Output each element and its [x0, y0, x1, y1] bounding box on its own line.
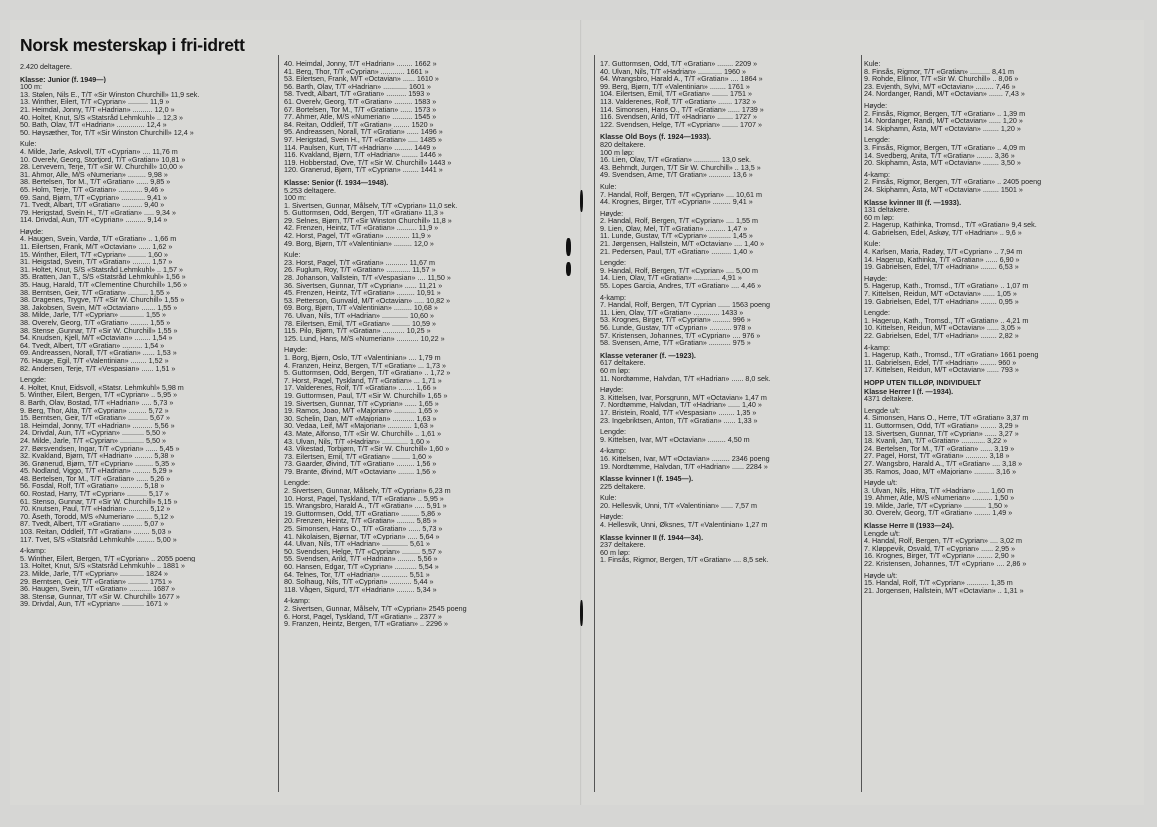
result-line: 20. Frenzen, Heintz, T/T «Gratian» ......... 5,85 » — [284, 517, 437, 526]
spacer — [864, 517, 1124, 521]
result-line: 41. Nikolaisen, Bjørnar, T/T «Cyprian» ..... 5,64 » — [284, 532, 440, 541]
result-line: 116. Svendsen, Arild, T/T «Hadrian» ........ 1727 » — [600, 113, 758, 121]
result-line: 4371 deltakere. — [864, 395, 914, 403]
result-line: 13. Stølen, Nils E., T/T «Sir Winston Churchill» 11,9 sek. — [20, 90, 200, 99]
result-line: 116. Kvakland, Bjørn, T/T «Hadrian» ........ 1446 » — [284, 151, 442, 159]
section-heading: Klasse kvinner III (f. —1933). — [864, 198, 962, 207]
result-line: 31. Heigstad, Svein, T/T «Gratian» ......... 1,57 » — [20, 258, 173, 266]
result-line: 43. Ulvan, Nils, T/T «Hadrian» ............. 1,60 » — [284, 437, 430, 446]
spacer — [864, 194, 1124, 198]
result-line: 60 m løp: — [864, 213, 894, 222]
result-line: 4-kamp: — [600, 293, 626, 302]
result-line: Kule: — [864, 240, 881, 249]
result-line: 77. Ahmer, Atle, M/S «Numerian» .......... 1545 » — [284, 113, 437, 121]
result-line: 64. Telnes, Tor, T/T «Hadrian» ............. 5,51 » — [284, 570, 430, 579]
results-column-4 — [864, 60, 1124, 594]
result-line: 40. Holtet, Knut, S/S «Statsråd Lehmkuhl» .. 12,3 » — [20, 113, 184, 122]
result-line: Høyde: — [600, 209, 624, 218]
result-line: 57. Kristensen, Johannes, T/T «Cyprian» .... 976 » — [600, 331, 761, 340]
result-line: Høyde: — [284, 346, 308, 354]
result-line: 3. Finsås, Rigmor, Bergen, T/T «Gratian» .. 4,09 m — [864, 143, 1026, 152]
section-heading: Klasse Old Boys (f. 1924—1933). — [600, 133, 712, 141]
result-line: 4. Franzen, Heinz, Bergen, T/T «Gratian» ... 1,73 » — [284, 361, 446, 370]
result-line: 44. Krognes, Birger, T/T «Cyprian» ......... 9,41 » — [600, 198, 753, 206]
result-line: Kule: — [600, 182, 617, 191]
result-line: 13. Winther, Eilert, T/T «Cyprian» .......... 11,9 » — [20, 98, 170, 106]
result-line: 21. Heimdal, Jonny, T/T «Hadrian» .......... 12,0 » — [20, 105, 175, 114]
spacer — [864, 374, 1124, 378]
result-line: Lengde: — [600, 259, 626, 267]
result-line: 4-kamp: — [20, 547, 46, 555]
result-line: 48. Bertelsen, Tor M., T/T «Gratian» ...... 5,26 » — [20, 474, 171, 483]
result-line: 53. Krognes, Birger, T/T «Cyprian» ......... 996 » — [600, 316, 751, 324]
result-line: 113. Valderenes, Rolf, T/T «Gratian» ....... 1732 » — [600, 97, 757, 106]
result-line: 53. Petterson, Gunvald, M/T «Octavian» ..... 10,82 » — [284, 296, 451, 305]
result-line: 7. Nordtømme, Halvdan, T/T «Hadrian» ...... 1,40 » — [600, 401, 762, 409]
result-line: 67. Bortelsen, Tor M., T/T «Gratian» ...... 1573 » — [284, 105, 437, 114]
result-line: 71. Tvedt, Albart, T/T «Gratian» .......... 9,40 » — [20, 201, 165, 209]
result-line: 27. Pagel, Horst, T/T «Gratian» ........... 3,18 » — [864, 452, 1010, 460]
result-line: 14. Skiphamn, Åsta, M/T «Octavian» ........ 1,20 » — [864, 124, 1021, 133]
result-line: Kule: — [284, 251, 301, 259]
column-divider — [861, 55, 862, 792]
result-line: Høyde: — [864, 101, 888, 110]
result-line: 2. Handal, Rolf, Bergen, T/T «Cyprian» .... 1,55 m — [600, 217, 758, 225]
result-line: 60 m løp: — [600, 366, 630, 375]
result-line: 70. Knutsen, Paul, T/T «Hadrian» .......... 5,12 » — [20, 505, 171, 513]
result-line: 13. Holtet, Knut, S/S «Statsråd Lehmkuhl» .. 1881 » — [20, 562, 186, 570]
result-line: 50. Bath, Olav, T/T «Hadrian» .............. 12,4 » — [20, 121, 167, 129]
result-line: Høyde: — [864, 274, 888, 283]
result-line: 38. Stensø, Gunnar, T/T «Sir W. Churchill» 1677 » — [20, 592, 180, 601]
column-divider — [594, 55, 595, 792]
result-line: 26. Fuglum, Roy, T/T «Gratian» ............ 11,57 » — [284, 266, 436, 275]
result-line: 79. Herigstad, Svein H., T/T «Gratian» ..... 9,34 » — [20, 208, 176, 217]
result-line: 4. Simonsen, Hans O., Herre, T/T «Gratian» 3,37 m — [864, 414, 1029, 422]
result-line: 4. Holtet, Knut, Eidsvoll, «Statsr. Lehmkuhl» 5,98 m — [20, 383, 184, 392]
section-heading: Klasse: Junior (f. 1949—) — [20, 75, 106, 84]
result-line: 35. Ramos, Joao, M/T «Majorian» .......... 3,16 » — [864, 467, 1017, 476]
result-line: 5. Winther, Eilert, Bergen, T/T «Cyprian» .. 5,95 » — [20, 391, 178, 399]
result-line: 114. Paulsen, Kurt, T/T «Hadrian» ......... 1449 » — [284, 143, 437, 152]
result-line: 73. Gaarder, Øivind, T/T «Gratian» ......... 1,56 » — [284, 460, 437, 468]
result-line: 14. Nordanger, Randi, M/T «Octavian» ...... 1,20 » — [864, 117, 1023, 125]
result-line: Lengde: — [284, 479, 310, 488]
result-line: 100 m løp: — [600, 148, 634, 157]
result-line: 23. Ingebriktsen, Anton, T/T «Gratian» ...... 1,33 » — [600, 416, 758, 425]
result-line: 225 deltakere. — [600, 482, 646, 491]
result-line: 7. Handal, Rolf, Bergen, T/T Cyprian ...... 1563 poeng — [600, 301, 770, 309]
binding-mark — [580, 600, 583, 626]
result-line: 5. Guttormsen, Odd, Bergen, T/T «Gratian» .. 1,72 » — [284, 369, 451, 377]
result-line: 56. Barth, Olav, T/T «Hadrian» ............ 1601 » — [284, 82, 432, 91]
result-line: 2. Finsås, Rigmor, Bergen, T/T «Gratian» .. 1,39 m — [864, 109, 1026, 118]
result-line: 99. Berg, Bjørn, T/T «Valentinian» ........ 1761 » — [600, 82, 750, 91]
result-line: 1. Hagerup, Kath., Tromsd., T/T «Gratian» .. 4,21 m — [864, 316, 1029, 325]
result-line: 38. Overelv, Georg, T/T «Gratian» ......... 1,55 » — [20, 319, 171, 327]
result-line: Høyde u/t: — [864, 479, 898, 487]
result-line: 2. Finsås, Rigmor, Bergen, T/T «Gratian» .. 2405 poeng — [864, 178, 1042, 186]
result-line: 28. Johanson, Vallstein, T/T «Vespasian» .... 11,50 » — [284, 274, 451, 282]
result-line: 2.420 deltagere. — [20, 63, 72, 71]
result-line: 49. Svendsen, Arne, T/T Gratian» ........... 13,6 » — [600, 171, 753, 179]
result-line: 11. Nordtømme, Halvdan, T/T «Hadrian» ...... 8,0 sek. — [600, 374, 771, 383]
result-line: 19. Milde, Jarle, T/T «Cyprian» ........... 1,50 » — [864, 501, 1008, 510]
result-line: 5.253 deltagere. — [284, 186, 336, 195]
result-line: 17. Kittelsen, Reidun, M/T «Octavian» ...... 793 » — [864, 366, 1019, 374]
result-line: 17. Valderenes, Rolf, T/T «Gratian» ........ 1,66 » — [284, 384, 437, 392]
result-line: 4. Milde, Jarle, Askvoll, T/T «Cyprian» .... 11,76 m — [20, 147, 178, 156]
result-line: 4-kamp: — [284, 597, 310, 605]
result-line: 79. Brante, Øivind, M/T «Octavian» ........ 1,56 » — [284, 467, 437, 476]
section-heading: Klasse veteraner (f. —1923). — [600, 351, 696, 360]
result-line: 115. Pilo, Bjørn, T/T «Gratian» ........... 10,25 » — [284, 327, 431, 335]
result-line: 43. Mate, Alfonso, T/T «Sir W. Churchill» .. 1,61 » — [284, 429, 442, 438]
result-line: 118. Vågen, Sigurd, T/T «Hadrian» ......... 5,34 » — [284, 585, 437, 594]
results-column-1 — [20, 35, 260, 608]
column-divider — [278, 55, 279, 792]
result-line: 58. Tvedt, Albart, T/T «Gratian» .......... 1593 » — [284, 90, 431, 98]
result-line: 25. Simonsen, Hans O., T/T «Gratian» ...... 5,73 » — [284, 525, 443, 533]
section-heading: Klasse kvinner I (f. 1945—). — [600, 475, 694, 483]
result-line: 84. Reitan, Oddleif, T/T «Gratian» ........ 1520 » — [284, 120, 434, 129]
result-line: 76. Hauge, Egil, T/T «Valentinian» ........ 1,52 » — [20, 356, 169, 365]
result-line: 22. Gabrielsen, Edel, T/T «Hadrian» ........ 2,82 » — [864, 332, 1019, 340]
result-line: 7. Kløppevik, Osvald, T/T «Cyprian» ...... 2,95 » — [864, 544, 1016, 553]
result-line: 82. Andersen, Terje, T/T «Vespasian» ...... 1,51 » — [20, 364, 176, 373]
result-line: 39. Drivdal, Aun, T/T «Cyprian» ........... 1671 » — [20, 600, 168, 608]
result-line: 61. Stenso, Gunnar, T/T «Sir W. Churchill» 5,15 » — [20, 497, 178, 506]
result-line: 44. Ulvan, Nils, T/T «Hadrian» ............. 5,61 » — [284, 540, 430, 548]
result-line: 36. Sivertsen, Gunnar, T/T «Cyprian» ...... 11,21 » — [284, 281, 443, 290]
section-heading: Klasse kvinner II (f. 1944—34). — [600, 533, 704, 542]
section-heading: HOPP UTEN TILLØP, INDIVIDUELT — [864, 378, 982, 387]
result-line: 11. Guttormsen, Odd, T/T «Gratian» ........ 3,29 » — [864, 421, 1019, 430]
result-line: 41. Berg, Thor, T/T «Cyprian» ............ 1661 » — [284, 67, 429, 76]
result-line: 103. Reitan, Oddleif, T/T «Gratian» ........ 5,03 » — [20, 528, 172, 536]
result-line: 15. Berntsen, Geir, T/T «Gratian» .......... 5,67 » — [20, 414, 170, 422]
result-line: 9. Rohde, Ellinor, T/T «Sir W. Churchill» .. 8,06 » — [864, 75, 1019, 83]
result-line: 2. Sivertsen, Gunnar, Målselv, T/T «Cyprian» 2545 poeng — [284, 604, 467, 613]
result-line: 45. Nodland, Viggo, T/T «Hadrian» ......... 5,29 » — [20, 467, 173, 475]
result-line: 30. Overelv, Georg, T/T «Gratian» ........ 1,49 » — [864, 509, 1013, 518]
result-line: 4. Hellesvik, Unni, Øksnes, T/T «Valentinian» 1,27 m — [600, 521, 768, 529]
result-line: 19. Sivertsen, Gunnar, T/T «Cyprian» ...... 1,65 » — [284, 399, 439, 408]
result-line: Høyde: — [600, 513, 624, 522]
result-line: 31. Holtet, Knut, S/S «Statsråd Lehmkuhl» .. 1,57 » — [20, 265, 184, 274]
result-line: 4. Haugen, Svein, Vardø, T/T «Gratian» .. 1,66 m — [20, 235, 177, 244]
result-line: 15. Wrangsbro, Harald A., T/T «Gratian» ..... 5,91 » — [284, 502, 447, 510]
spacer — [20, 71, 260, 75]
result-line: 35. Haug, Harald, T/T «Clementine Churchill» 1,56 » — [20, 281, 188, 289]
result-line: 11. Lien, Olav, T/T «Gratian» ............. 1433 » — [600, 308, 744, 317]
result-line: 5. Hagerup, Kath., Tromsd., T/T «Gratian» .. 1,07 m — [864, 282, 1029, 291]
result-line: 3. Kittelsen, Ivar, Porsgrunn, M/T «Octavian» 1,47 m — [600, 393, 767, 402]
result-line: 69. Andreassen, Norall, T/T «Gratian» ...... 1,53 » — [20, 349, 177, 357]
result-line: 21. Pedersen, Paul, T/T «Gratian» .......... 1,40 » — [600, 247, 754, 256]
result-line: 95. Andreassen, Norall, T/T «Gratian» ...... 1496 » — [284, 128, 443, 136]
result-line: 24. Bertelsen, Tor M., T/T «Gratian» ...... 3,19 » — [864, 444, 1015, 453]
result-line: 38. Berntsen, Geir, T/T «Gratian» .......... 1,55 » — [20, 288, 170, 297]
result-line: 50. Høysæther, Tor, T/T «Sir Winston Churchill» 12,4 » — [20, 128, 194, 137]
result-line: 56. Fosdal, Rolf, T/T «Gratian» ........... 5,18 » — [20, 482, 165, 491]
result-line: 20. Skiphamn, Åsta, M/T «Octavian» ........ 3,50 » — [864, 159, 1021, 167]
result-line: 29. Selnes, Bjørn, T/T «Sir Winston Churchill» 11,8 » — [284, 216, 452, 225]
result-line: 19. Guttormsen, Odd, T/T «Gratian» ......... 5,86 » — [284, 509, 442, 518]
result-line: 19. Nordtømme, Halvdan, T/T «Hadrian» ...... 2284 » — [600, 462, 768, 471]
result-line: 117. Tvet, S/S «Statsråd Lehmkuhl» ......... 5,00 » — [20, 535, 177, 544]
result-line: 114. Drivdal, Aun, T/T «Cyprian» .......... 9,14 » — [20, 216, 168, 224]
result-line: 1. Hagerup, Kath., Tromsd., T/T «Gratian» 1661 poeng — [864, 351, 1039, 359]
result-line: 4-kamp: — [864, 170, 890, 179]
result-line: Høyde: — [20, 227, 44, 236]
section-heading: Klasse Herrer I (f. —1934). — [864, 387, 954, 396]
result-line: 23. Milde, Jarle, T/T «Cyprian» ............ 1824 » — [20, 570, 168, 578]
result-line: 9. Franzen, Heintz, Bergen, T/T «Gratian» .. 2296 » — [284, 620, 448, 628]
result-line: Kule: — [20, 140, 37, 148]
result-line: 125. Lund, Hans, M/S «Numerian» ........... 10,22 » — [284, 334, 445, 343]
result-line: 30. Schelin, Dan, M/T «Majorian» ........... 1,63 » — [284, 414, 437, 423]
result-line: 7. Kittelsen, Reidun, M/T «Octavian» ...... 1,05 » — [864, 290, 1017, 298]
result-line: 49. Borg, Bjørn, T/T «Valentinian» ......... 12,0 » — [284, 239, 434, 248]
result-line: 7. Horst, Pagel, Tyskland, T/T «Gratian» ... 1,71 » — [284, 376, 442, 385]
result-line: 32. Kvakland, Bjørn, T/T «Hadrian» ......... 5,38 » — [20, 452, 175, 460]
spacer — [284, 174, 549, 178]
result-line: 122. Svendsen, Helge, T/T «Cyprian» ........ 1707 » — [600, 120, 762, 129]
result-line: 31. Ahmor, Alle, M/S «Numerian» ......... 9,98 » — [20, 170, 168, 179]
result-line: 55. Svendsen, Arild, T/T «Hadrian» ......... 5,56 » — [284, 555, 438, 563]
result-line: 45. Frenzen, Heintz, T/T «Gratian» ......... 10,91 » — [284, 289, 441, 297]
result-line: 4. Gabrielsen, Edel, Askøy, T/T «Hadrian» .. 9,6 » — [864, 228, 1022, 237]
result-line: 42. Horst, Pagel, T/T «Gratian» ............ 11,9 » — [284, 232, 432, 240]
result-line: 53. Eilertsen, Frank, M/T «Octavian» ...... 1610 » — [284, 75, 439, 83]
result-line: 69. Borg, Bjørn, T/T «Valentinian» ......... 10,68 » — [284, 304, 438, 312]
result-line: 19. Ahmer, Atle, M/S «Numerian» .......... 1,50 » — [864, 494, 1015, 502]
result-line: 42. Frenzen, Heintz, T/T «Gratian» .......... 11,9 » — [284, 224, 439, 233]
result-line: 15. Winther, Eilert, T/T «Cyprian» ......... 1,60 » — [20, 250, 168, 259]
result-line: Lengde: — [600, 428, 626, 436]
result-line: 11. Gabrielsen, Edel, T/T «Hadrian» ........ 960 » — [864, 358, 1017, 367]
results-column-2 — [284, 60, 549, 628]
result-line: 10. Horst, Pagel, Tyskland, T/T «Gratian» .. 5,95 » — [284, 494, 444, 503]
result-line: 4-kamp: — [600, 447, 626, 455]
result-line: 9. Handal, Rolf, Bergen, T/T «Cyprian» .... 5,00 m — [600, 266, 758, 275]
result-line: 73. Eilertsen, Emil, T/T «Gratian» ......... 1,60 » — [284, 452, 432, 461]
result-line: 29. Berntsen, Geir, T/T «Gratian» .......... 1751 » — [20, 577, 172, 586]
result-line: 16. Lien, Olav, T/T «Gratian» ............. 13,0 sek. — [600, 156, 752, 164]
result-line: Lengde: — [864, 136, 890, 144]
result-line: 54. Knudsen, Kjell, M/T «Octavian» ........ 1,54 » — [20, 334, 173, 342]
result-line: 56. Lunde, Gustav, T/T «Cyprian» ........... 978 » — [600, 324, 752, 332]
result-line: 14. Lien, Olav, T/T «Gratian» ............. 4,91 » — [600, 274, 742, 283]
result-line: 38. Stense ,Gunnar, T/T «Sir W. Churchill» 1,55 » — [20, 326, 178, 335]
result-line: 16. Krognes, Birger, T/T «Cyprian» ........ 2,90 » — [864, 552, 1015, 561]
result-line: 617 deltakere. — [600, 359, 646, 367]
result-line: 14. Hagerup, Kathinka, T/T «Gratian» ...... 6,90 » — [864, 255, 1020, 264]
result-line: 27. Wangsbro, Harald A., T/T «Gratian» .... 3,18 » — [864, 459, 1023, 468]
result-line: 10. Overelv, Georg, Stortjord, T/T «Gratian» 10,81 » — [20, 155, 186, 164]
result-line: 38. Milde, Jarle, T/T «Cyprian» ............ 1,55 » — [20, 311, 166, 319]
result-line: 36. Haugen, Svein, T/T «Gratian» ........... 1687 » — [20, 585, 176, 593]
result-line: Kule: — [600, 494, 617, 502]
result-line: 1. Sivertsen, Gunnar, Målselv, T/T «Cyprian» 11,0 sek. — [284, 201, 458, 210]
result-line: 60. Rostad, Harry, T/T «Cyprian» .......... 5,17 » — [20, 490, 170, 498]
result-line: 97. Herigstad, Svein H., T/T «Gratian» ..... 1485 » — [284, 135, 442, 144]
section-heading: Klasse Herre II (1933—24). — [864, 522, 954, 530]
spacer — [600, 128, 850, 132]
result-line: 1. Finsås, Rigmor, Bergen, T/T «Gratian» .... 8,5 sek. — [600, 556, 769, 565]
binding-mark — [566, 262, 571, 276]
result-line: 1. Borg, Bjørn, Oslo, T/T «Valentinian» .... 1,79 m — [284, 353, 441, 362]
result-line: 4-kamp: — [864, 343, 890, 352]
result-line: 10. Kittelsen, Reidun, M/T «Octavian» ...... 3,05 » — [864, 324, 1021, 332]
result-line: 38. Dragenes, Trygve, T/T «Sir W. Churchill» 1,55 » — [20, 296, 185, 304]
result-line: 3. Ulvan, Nils, Hitra, T/T «Hadrian» ...... 1,60 m — [864, 486, 1014, 495]
result-line: 7. Handal, Rolf, Bergen, T/T «Cyprian» .... 10,61 m — [600, 190, 762, 199]
page-title: Norsk mesterskap i fri-idrett — [20, 35, 245, 55]
results-column-3 — [600, 60, 850, 564]
result-line: 17. Bristein, Roald, T/T «Vespasian» ........ 1,35 » — [600, 408, 757, 417]
result-line: 19. Gabrielsen, Edel, T/T «Hadrian» ........ 6,53 » — [864, 263, 1019, 271]
result-line: Lengde: — [864, 309, 890, 317]
result-line: 820 deltakere. — [600, 140, 646, 149]
spacer — [600, 529, 850, 533]
result-line: 19. Guttormsen, Paul, T/T «Sir W. Churchill» 1,65 » — [284, 391, 448, 400]
result-line: 40. Heimdal, Jonny, T/T «Hadrian» ........ 1662 » — [284, 60, 437, 68]
result-line: 30. Vedaa, Leif, M/T «Majorian» ............ 1,63 » — [284, 422, 434, 430]
section-heading: Klasse: Senior (f. 1934—1948). — [284, 178, 389, 187]
spacer — [600, 470, 850, 474]
result-line: 4. Handal, Rolf, Bergen, T/T «Cyprian» .... 3,02 m — [864, 537, 1022, 545]
result-line: 20. Hellesvik, Unni, T/T «Valentinian» ...... 7,57 m — [600, 501, 758, 510]
result-line: 13. Sivertsen, Gunnar, T/T «Cyprian» ...... 3,27 » — [864, 429, 1019, 438]
result-line: 19. Gabrielsen, Edel, T/T «Hadrian» ........ 0,95 » — [864, 297, 1019, 306]
result-line: 28. Lervevern, Terje, T/T «Sir W. Churchill» 10,00 » — [20, 163, 183, 171]
result-line: Høyde: — [600, 386, 624, 394]
result-line: Lengde u/t: — [864, 406, 900, 415]
result-line: 60 m løp: — [600, 548, 630, 557]
result-line: 8. Barth, Olav, Bostad, T/T «Hadrian» ..... 5,73 » — [20, 398, 174, 407]
result-line: 11. Lunde, Gustav, T/T «Cyprian» ........... 1,45 » — [600, 232, 753, 241]
result-line: 38. Jakobsen, Svein, M/T «Octavian» ....... 1,55 » — [20, 303, 178, 312]
result-line: Høyde u/t: — [864, 571, 898, 580]
binding-mark — [580, 190, 583, 212]
result-line: 8. Finsås, Rigmor, T/T «Gratian» .......... 8,41 m — [864, 67, 1014, 76]
result-line: 38. Bertelsen, Tor M., T/T «Gratian» ...... 9,85 » — [20, 178, 171, 186]
result-line: 14. Svedberg, Anita, T/T «Gratian» ........ 3,36 » — [864, 151, 1015, 160]
result-line: 4. Karlsen, Maria, Radøy, T/T «Cyprian» .. 7,94 m — [864, 248, 1023, 256]
result-line: 27. Børsvendsen, Ingar, T/T «Cyprian» ...... 5,45 » — [20, 444, 180, 453]
result-line: Lengde: — [20, 376, 46, 384]
result-line: 36. Grønerud, Bjørn, T/T «Cyprian» ......... 5,35 » — [20, 459, 176, 468]
result-line: 9. Kittelsen, Ivar, M/T «Octavian» ......... 4,50 m — [600, 435, 750, 444]
result-line: 87. Tvedt, Albert, T/T «Gratian» .......... 5,07 » — [20, 520, 165, 529]
result-line: 237 deltakere. — [600, 541, 646, 549]
result-line: 65. Holm, Terje, T/T «Gratian» ............ 9,46 » — [20, 185, 165, 194]
result-line: 24. Milde, Jarle, T/T «Cyprian» ............ 5,50 » — [20, 436, 166, 445]
result-line: 76. Ulvan, Nils, T/T «Hadrian» ............. 10,60 » — [284, 312, 434, 320]
result-line: 21. Jørgensen, Hallstein, M/T «Octavian» .... 1,40 » — [600, 240, 765, 248]
result-line: 6. Horst, Pagel, Tyskland, T/T «Gratian» .. 2377 » — [284, 612, 442, 621]
result-line: 5. Winther, Eilert, Bergen, T/T «Cyprian» .. 2055 poeng — [20, 554, 196, 563]
result-line: 35. Bratten, Jan T., S/S «Statsråd Lehmkuhl» 1,56 » — [20, 273, 186, 282]
result-line: 24. Skiphamn, Åsta, M/T «Octavian» ........ 1501 » — [864, 185, 1023, 194]
spacer — [600, 347, 850, 351]
result-line: 17. Guttormsen, Odd, T/T «Gratian» ........ 2209 » — [600, 60, 758, 68]
result-line: 18. Heimdal, Jonny, T/T «Hadrian» .......... 5,56 » — [20, 421, 175, 430]
result-line: 9. Berg, Thor, Alta, T/T «Cyprian» ......... 5,72 » — [20, 406, 169, 415]
result-line: 15. Handal, Rolf, T/T «Cyprian» ........... 1,35 m — [864, 579, 1013, 587]
result-line: 64. Tvedt, Albert, T/T «Gratian» .......... 1,54 » — [20, 341, 165, 350]
result-line: 120. Granerud, Bjørn, T/T «Cyprian» ........ 1441 » — [284, 166, 443, 174]
result-line: 22. Kristensen, Johannes, T/T «Cyprian» .... 2,86 » — [864, 560, 1027, 568]
result-line: 100 m: — [20, 83, 42, 91]
result-line: 9. Lien, Olav, Mel, T/T «Gratian» .......... 1,47 » — [600, 224, 748, 233]
result-line: 24. Drivdal, Aun, T/T «Cyprian» ........... 5,50 » — [20, 429, 166, 437]
result-line: 50. Svendsen, Helge, T/T «Cyprian» ......... 5,57 » — [284, 547, 442, 556]
result-line: 2. Sivertsen, Gunnar, Målselv, T/T «Cyprian» 6,23 m — [284, 487, 451, 495]
result-line: 69. Sand, Bjørn, T/T «Cyprian» ............ 9,41 » — [20, 193, 168, 202]
result-line: 61. Overelv, Georg, T/T «Gratian» ......... 1583 » — [284, 97, 437, 106]
result-line: Kule: — [864, 60, 881, 68]
result-line: 114. Simonsen, Hans O., T/T «Gratian» ...... 1739 » — [600, 105, 764, 114]
result-line: Lengde u/t: — [864, 529, 900, 538]
result-line: 100 m: — [284, 194, 306, 202]
result-line: 11. Eilertsen, Frank, M/T «Octavian» ...... 1,62 » — [20, 243, 173, 251]
result-line: 24. Nordanger, Randi, M/T «Octavian» ....... 7,43 » — [864, 90, 1025, 98]
result-line: 70. Åseth, Torodd, M/S «Numerian» ........ 5,12 » — [20, 512, 175, 521]
result-line: 43. Vikestad, Torbjørn, T/T «Sir W. Churchill» 1,60 » — [284, 445, 450, 453]
result-line: 119. Hobberstad, Ove, T/T «Sir W. Churchill» 1443 » — [284, 158, 452, 167]
result-line: 104. Eilertsen, Emil, T/T «Gratian» ........ 1751 » — [600, 90, 752, 98]
binding-mark — [566, 238, 571, 256]
result-line: 19. Ramos, Joao, M/T «Majorian» ........... 1,65 » — [284, 407, 439, 415]
result-line: 18. Kvanli, Jan, T/T «Gratian» ............ 3,22 » — [864, 437, 1008, 445]
result-line: 58. Svensen, Arne, T/T «Gratian» ........... 975 » — [600, 339, 751, 347]
result-line: 131 deltakere. — [864, 206, 910, 214]
result-line: 23. Horst, Pagel, T/T «Gratian» ........... 11,67 m — [284, 258, 436, 267]
result-line: 60. Hansen, Edgar, T/T «Cyprian» ........... 5,54 » — [284, 563, 439, 571]
result-line: 55. Lopes Garcia, Andres, T/T «Gratian» .... 4,46 » — [600, 282, 762, 290]
result-line: 16. Kittelsen, Ivar, M/T «Octavian» ......... 2346 poeng — [600, 454, 770, 463]
result-line: 64. Wrangsbro, Harald A., T/T «Gratian» .... 1864 » — [600, 75, 763, 83]
result-line: 5. Guttormsen, Odd, Bergen, T/T «Gratian» 11,3 » — [284, 209, 444, 217]
result-line: 80. Solhaug, Nils, T/T «Cyprian» ........... 5,44 » — [284, 578, 434, 586]
result-line: 78. Eilertsen, Emil, T/T «Gratian» ......... 10,59 » — [284, 319, 436, 328]
result-line: 43. Behrndt, Jurgen, T/T Sir W. Churchill» .. 13,5 » — [600, 163, 761, 172]
result-line: 23. Evjenth, Sylvi, M/T «Octavian» ......... 7,46 » — [864, 82, 1016, 91]
result-line: 21. Jorgensen, Hallstein, M/T «Octavian» .. 1,31 » — [864, 586, 1024, 595]
result-line: 40. Ulvan, Nils, T/T «Hadrian» ............ 1960 » — [600, 67, 746, 76]
result-line: 2. Hagerup, Kathinka, Tromsd., T/T «Gratian» 9,4 sek. — [864, 221, 1037, 229]
